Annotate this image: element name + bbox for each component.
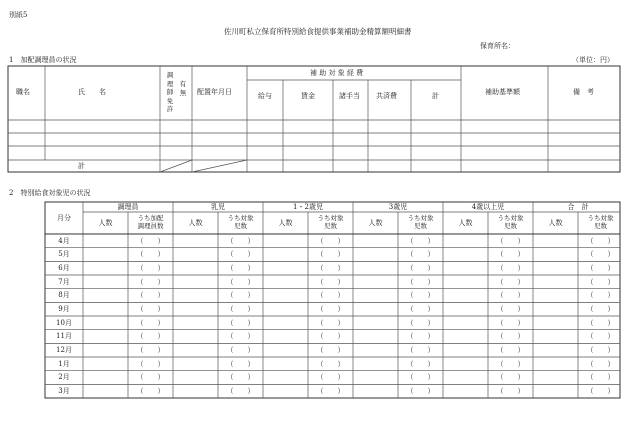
col-allowance: 諸手当 [339,92,360,100]
paren-field[interactable]: （ ） [226,386,255,395]
month-label: 1月 [58,359,70,368]
paren-field[interactable]: （ ） [406,373,435,382]
sub-header-target-child: うち対象 児数 [317,214,344,230]
month-header: 月分 [57,214,71,222]
paren-field[interactable]: （ ） [316,373,345,382]
paren-field[interactable]: （ ） [586,345,615,354]
group-header-age-1-2: 1・2歳児 [293,203,323,211]
paren-field[interactable]: （ ） [226,345,255,354]
paren-field[interactable]: （ ） [316,318,345,327]
col-placement-date: 配置年月日 [197,88,232,96]
paren-field[interactable]: （ ） [226,332,255,341]
paren-field[interactable]: （ ） [496,359,525,368]
paren-field[interactable]: （ ） [496,291,525,300]
facility-name-label: 保育所名： [480,42,515,50]
paren-field[interactable]: （ ） [586,291,615,300]
sub-header-count: 人数 [368,219,383,227]
col-license-status: 有 無 [179,80,187,97]
paren-field[interactable]: （ ） [496,277,525,286]
paren-field[interactable]: （ ） [136,345,165,354]
paren-field[interactable]: （ ） [136,250,165,259]
group-header-total: 合 計 [567,203,589,211]
table1-border [8,66,620,172]
col-salary: 給与 [258,92,272,100]
col-cook-license: 調 理 師 免 許 [166,71,174,113]
group-header-age-4-plus: 4歳以上児 [471,203,505,211]
month-label: 6月 [58,263,70,272]
paren-field[interactable]: （ ） [406,263,435,272]
paren-field[interactable]: （ ） [406,318,435,327]
unit-label: （単位：円） [572,56,614,64]
sub-header-target-child: うち対象 児数 [587,214,614,230]
section1-heading: 1 加配調理員の状況 [9,56,77,64]
paren-field[interactable]: （ ） [586,250,615,259]
paren-field[interactable]: （ ） [226,373,255,382]
paren-field[interactable]: （ ） [586,277,615,286]
group-header-infant: 乳児 [211,203,225,211]
group-header-age-3: 3歳児 [388,203,408,211]
paren-field[interactable]: （ ） [316,332,345,341]
paren-field[interactable]: （ ） [226,236,255,245]
paren-field[interactable]: （ ） [586,318,615,327]
paren-field[interactable]: （ ） [316,386,345,395]
paren-field[interactable]: （ ） [226,263,255,272]
month-label: 12月 [56,345,72,354]
sub-header-count: 人数 [98,219,113,227]
paren-field[interactable]: （ ） [586,386,615,395]
month-label: 2月 [58,373,70,382]
sub-header-count: 人数 [548,219,563,227]
paren-field[interactable]: （ ） [406,332,435,341]
paren-field[interactable]: （ ） [316,359,345,368]
paren-field[interactable]: （ ） [316,236,345,245]
paren-field[interactable]: （ ） [136,359,165,368]
paren-field[interactable]: （ ） [226,304,255,313]
paren-field[interactable]: （ ） [226,318,255,327]
total-row-label: 計 [78,162,85,170]
paren-field[interactable]: （ ） [586,359,615,368]
paren-field[interactable]: （ ） [406,236,435,245]
paren-field[interactable]: （ ） [136,386,165,395]
sub-header-target-child: うち対象 児数 [407,214,434,230]
col-expense-total: 計 [432,92,439,100]
paren-field[interactable]: （ ） [496,304,525,313]
col-remarks: 備 考 [573,88,594,96]
month-label: 8月 [58,291,70,300]
paren-field[interactable]: （ ） [316,304,345,313]
paren-field[interactable]: （ ） [406,250,435,259]
paren-field[interactable]: （ ） [586,332,615,341]
paren-field[interactable]: （ ） [226,250,255,259]
sub-header-count: 人数 [458,219,473,227]
paren-field[interactable]: （ ） [136,318,165,327]
table2-border [45,202,620,398]
paren-field[interactable]: （ ） [496,263,525,272]
paren-field[interactable]: （ ） [316,291,345,300]
paren-field[interactable]: （ ） [136,291,165,300]
month-label: 5月 [58,250,70,259]
sub-header-count: 人数 [278,219,293,227]
group-header-cook: 調理員 [117,203,139,211]
paren-field[interactable]: （ ） [316,250,345,259]
paren-field[interactable]: （ ） [406,386,435,395]
paren-field[interactable]: （ ） [316,345,345,354]
paren-field[interactable]: （ ） [406,277,435,286]
month-label: 10月 [56,318,72,327]
paren-field[interactable]: （ ） [406,359,435,368]
paren-field[interactable]: （ ） [406,345,435,354]
paren-field[interactable]: （ ） [136,373,165,382]
col-wage: 賃金 [301,92,315,100]
section2-heading: 2 特別給食対象児の状況 [9,189,91,197]
paren-field[interactable]: （ ） [586,304,615,313]
month-label: 7月 [58,277,70,286]
paren-field[interactable]: （ ） [406,304,435,313]
month-label: 3月 [58,386,70,395]
paren-field[interactable]: （ ） [136,236,165,245]
month-label: 4月 [58,236,70,245]
paren-field[interactable]: （ ） [496,345,525,354]
paren-field[interactable]: （ ） [496,318,525,327]
paren-field[interactable]: （ ） [586,263,615,272]
month-label: 11月 [56,332,72,341]
paren-field[interactable]: （ ） [586,373,615,382]
col-job-title: 職名 [16,88,30,96]
paren-field[interactable]: （ ） [406,291,435,300]
paren-field[interactable]: （ ） [586,236,615,245]
col-standard-amount: 補助基準額 [485,88,520,96]
paren-field[interactable]: （ ） [226,277,255,286]
paren-field[interactable]: （ ） [496,250,525,259]
paren-field[interactable]: （ ） [136,277,165,286]
paren-field[interactable]: （ ） [226,291,255,300]
sub-header-count: 人数 [188,219,203,227]
paren-field[interactable]: （ ） [496,373,525,382]
sub-header-target-cook: うち加配 調理員数 [137,214,164,230]
paren-field[interactable]: （ ） [496,386,525,395]
col-name: 氏 名 [78,88,106,96]
paren-field[interactable]: （ ） [136,263,165,272]
paren-field[interactable]: （ ） [226,359,255,368]
sub-header-target-child: うち対象 児数 [227,214,254,230]
form-id: 別紙5 [9,11,28,19]
paren-field[interactable]: （ ） [136,332,165,341]
sub-header-target-child: うち対象 児数 [497,214,524,230]
document-title: 佐川町私立保育所特別給食提供事業補助金精算額明細書 [224,27,412,36]
paren-field[interactable]: （ ） [316,277,345,286]
paren-field[interactable]: （ ） [496,236,525,245]
col-expense-group: 補 助 対 象 経 費 [310,69,364,77]
month-label: 9月 [58,304,70,313]
paren-field[interactable]: （ ） [316,263,345,272]
paren-field[interactable]: （ ） [136,304,165,313]
col-mutual-aid: 共済費 [376,92,397,100]
paren-field[interactable]: （ ） [496,332,525,341]
